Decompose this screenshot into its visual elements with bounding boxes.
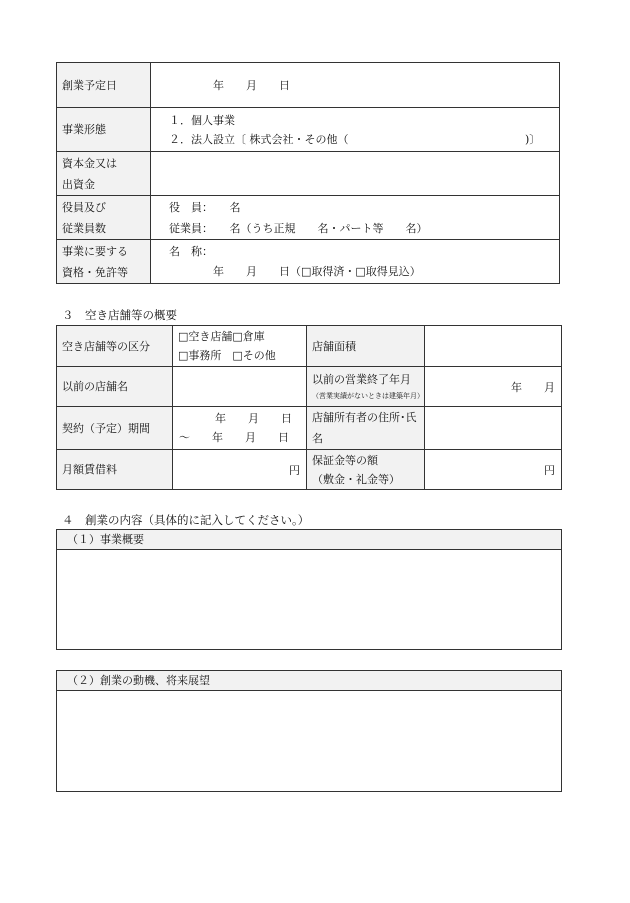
- business-type-option-corporation: ２．法人設立〔 株式会社・その他（: [169, 132, 349, 146]
- owner-label: 店舗所有者の住所･氏名: [307, 407, 425, 450]
- deposit-label: 保証金等の額 （敷金・礼金等）: [307, 450, 425, 490]
- section3-heading: ３ 空き店舗等の概要: [62, 308, 177, 322]
- motivation-outlook-field[interactable]: [57, 691, 561, 792]
- store-area-cell[interactable]: [425, 326, 562, 367]
- business-overview-box: [56, 529, 562, 650]
- store-type-label: 空き店舗等の区分: [57, 326, 173, 367]
- business-overview-title: （１）事業概要: [57, 530, 561, 550]
- motivation-outlook-title: （２）創業の動機、将来展望: [57, 671, 561, 691]
- staff-employees: 従業員： 名（うち正規 名・パート等 名）: [169, 221, 428, 235]
- monthly-rent-cell[interactable]: [173, 450, 307, 490]
- license-cell[interactable]: [151, 240, 560, 284]
- business-type-cell[interactable]: [151, 108, 560, 152]
- prev-end-value: 年 月: [511, 380, 555, 394]
- business-info-table: [56, 62, 560, 284]
- staff-officers: 役 員： 名: [169, 200, 241, 214]
- deposit-unit: 円: [544, 463, 555, 477]
- monthly-rent-unit: 円: [289, 463, 300, 477]
- start-date-label: 創業予定日: [57, 63, 151, 108]
- store-area-label: 店舗面積: [307, 326, 425, 367]
- store-type-options-row2: □事務所 □その他: [178, 349, 276, 362]
- section4-heading: ４ 創業の内容（具体的に記入してください。）: [62, 513, 310, 527]
- license-label: 事業に要する 資格・免許等: [57, 240, 151, 284]
- capital-cell[interactable]: [151, 152, 560, 196]
- owner-cell[interactable]: [425, 407, 562, 450]
- business-overview-field[interactable]: [57, 550, 561, 650]
- business-type-close: )〕: [525, 133, 541, 146]
- staff-label: 役員及び 従業員数: [57, 196, 151, 240]
- prev-end-note: （営業実績がないときは建築年月）: [312, 391, 424, 400]
- staff-cell[interactable]: [151, 196, 560, 240]
- prev-store-name-label: 以前の店舗名: [57, 367, 173, 407]
- contract-period-label: 契約（予定）期間: [57, 407, 173, 450]
- motivation-outlook-box: [56, 670, 562, 792]
- start-date-value: 年 月 日: [213, 79, 290, 92]
- store-type-options-row1: □空き店舗□倉庫: [178, 330, 265, 343]
- prev-end-label: 以前の営業終了年月 （営業実績がないときは建築年月）: [307, 367, 425, 407]
- contract-to: ～ 年 月 日: [179, 431, 289, 444]
- license-name: 名 称：: [169, 244, 213, 258]
- license-date: 年 月 日（□取得済・□取得見込）: [213, 264, 421, 278]
- vacant-store-table: [56, 325, 562, 490]
- contract-from: 年 月 日: [215, 412, 292, 425]
- start-date-cell[interactable]: [151, 63, 560, 108]
- prev-end-cell[interactable]: [425, 367, 562, 407]
- business-type-label: 事業形態: [57, 108, 151, 152]
- business-type-option-individual: １．個人事業: [169, 113, 235, 127]
- store-type-options[interactable]: [173, 326, 307, 367]
- capital-label: 資本金又は 出資金: [57, 152, 151, 196]
- monthly-rent-label: 月額賃借料: [57, 450, 173, 490]
- deposit-cell[interactable]: [425, 450, 562, 490]
- prev-store-name-cell[interactable]: [173, 367, 307, 407]
- contract-period-cell[interactable]: [173, 407, 307, 450]
